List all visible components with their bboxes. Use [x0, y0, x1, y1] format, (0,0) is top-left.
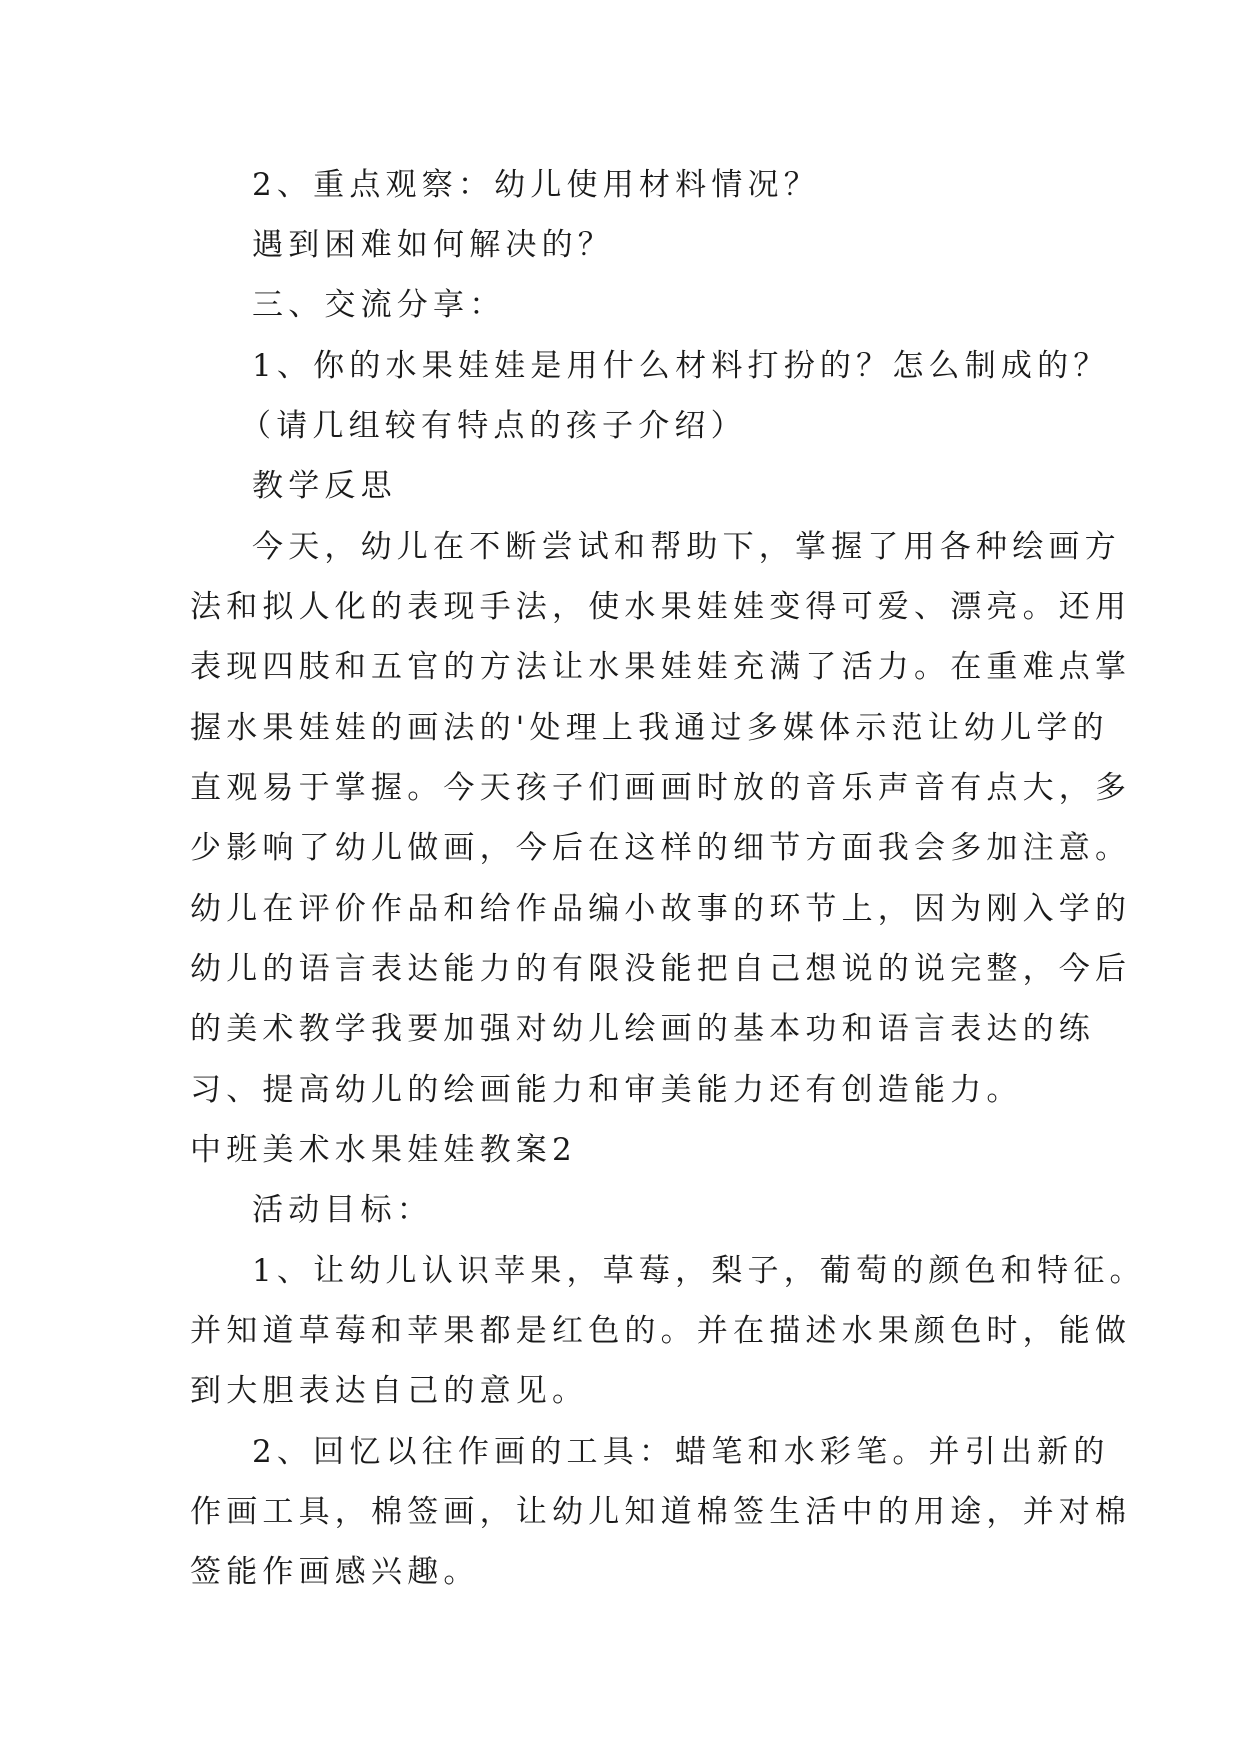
text-line: 作画工具，棉签画，让幼儿知道棉签生活中的用途，并对棉 — [190, 1494, 1132, 1530]
text-line: 表现四肢和五官的方法让水果娃娃充满了活力。在重难点掌 — [190, 649, 1132, 685]
text-line: 幼儿在评价作品和给作品编小故事的环节上，因为刚入学的 — [190, 891, 1132, 927]
text-line: 幼儿的语言表达能力的有限没能把自己想说的说完整，今后 — [190, 951, 1132, 987]
text-line: 习、提高幼儿的绘画能力和审美能力还有创造能力。 — [190, 1072, 1023, 1108]
text-line: 1、让幼儿认识苹果，草莓，梨子，葡萄的颜色和特征。 — [252, 1253, 1146, 1289]
text-line: 2、重点观察：幼儿使用材料情况？ — [252, 167, 820, 203]
text-line: 握水果娃娃的画法的'处理上我通过多媒体示范让幼儿学的 — [190, 710, 1109, 746]
document-title: 中班美术水果娃娃教案2 — [190, 1132, 577, 1168]
text-line: 少影响了幼儿做画，今后在这样的细节方面我会多加注意。 — [190, 830, 1132, 866]
text-line: 2、回忆以往作画的工具：蜡笔和水彩笔。并引出新的 — [252, 1434, 1110, 1470]
text-line: 直观易于掌握。今天孩子们画画时放的音乐声音有点大，多 — [190, 770, 1132, 806]
text-line: （请几组较有特点的孩子介绍） — [240, 408, 747, 444]
text-line: 并知道草莓和苹果都是红色的。并在描述水果颜色时，能做 — [190, 1313, 1132, 1349]
text-line: 遇到困难如何解决的？ — [252, 227, 614, 263]
text-line: 今天，幼儿在不断尝试和帮助下，掌握了用各种绘画方 — [252, 529, 1121, 565]
text-line: 的美术教学我要加强对幼儿绘画的基本功和语言表达的练 — [190, 1011, 1095, 1047]
text-line: 法和拟人化的表现手法，使水果娃娃变得可爱、漂亮。还用 — [190, 589, 1132, 625]
text-line: 签能作画感兴趣。 — [190, 1554, 480, 1590]
section-heading: 活动目标： — [252, 1192, 433, 1228]
text-line: 三、交流分享： — [252, 287, 506, 323]
text-line: 1、你的水果娃娃是用什么材料打扮的？怎么制成的？ — [252, 348, 1110, 384]
text-line: 到大胆表达自己的意见。 — [190, 1373, 589, 1409]
section-heading: 教学反思 — [252, 468, 397, 504]
